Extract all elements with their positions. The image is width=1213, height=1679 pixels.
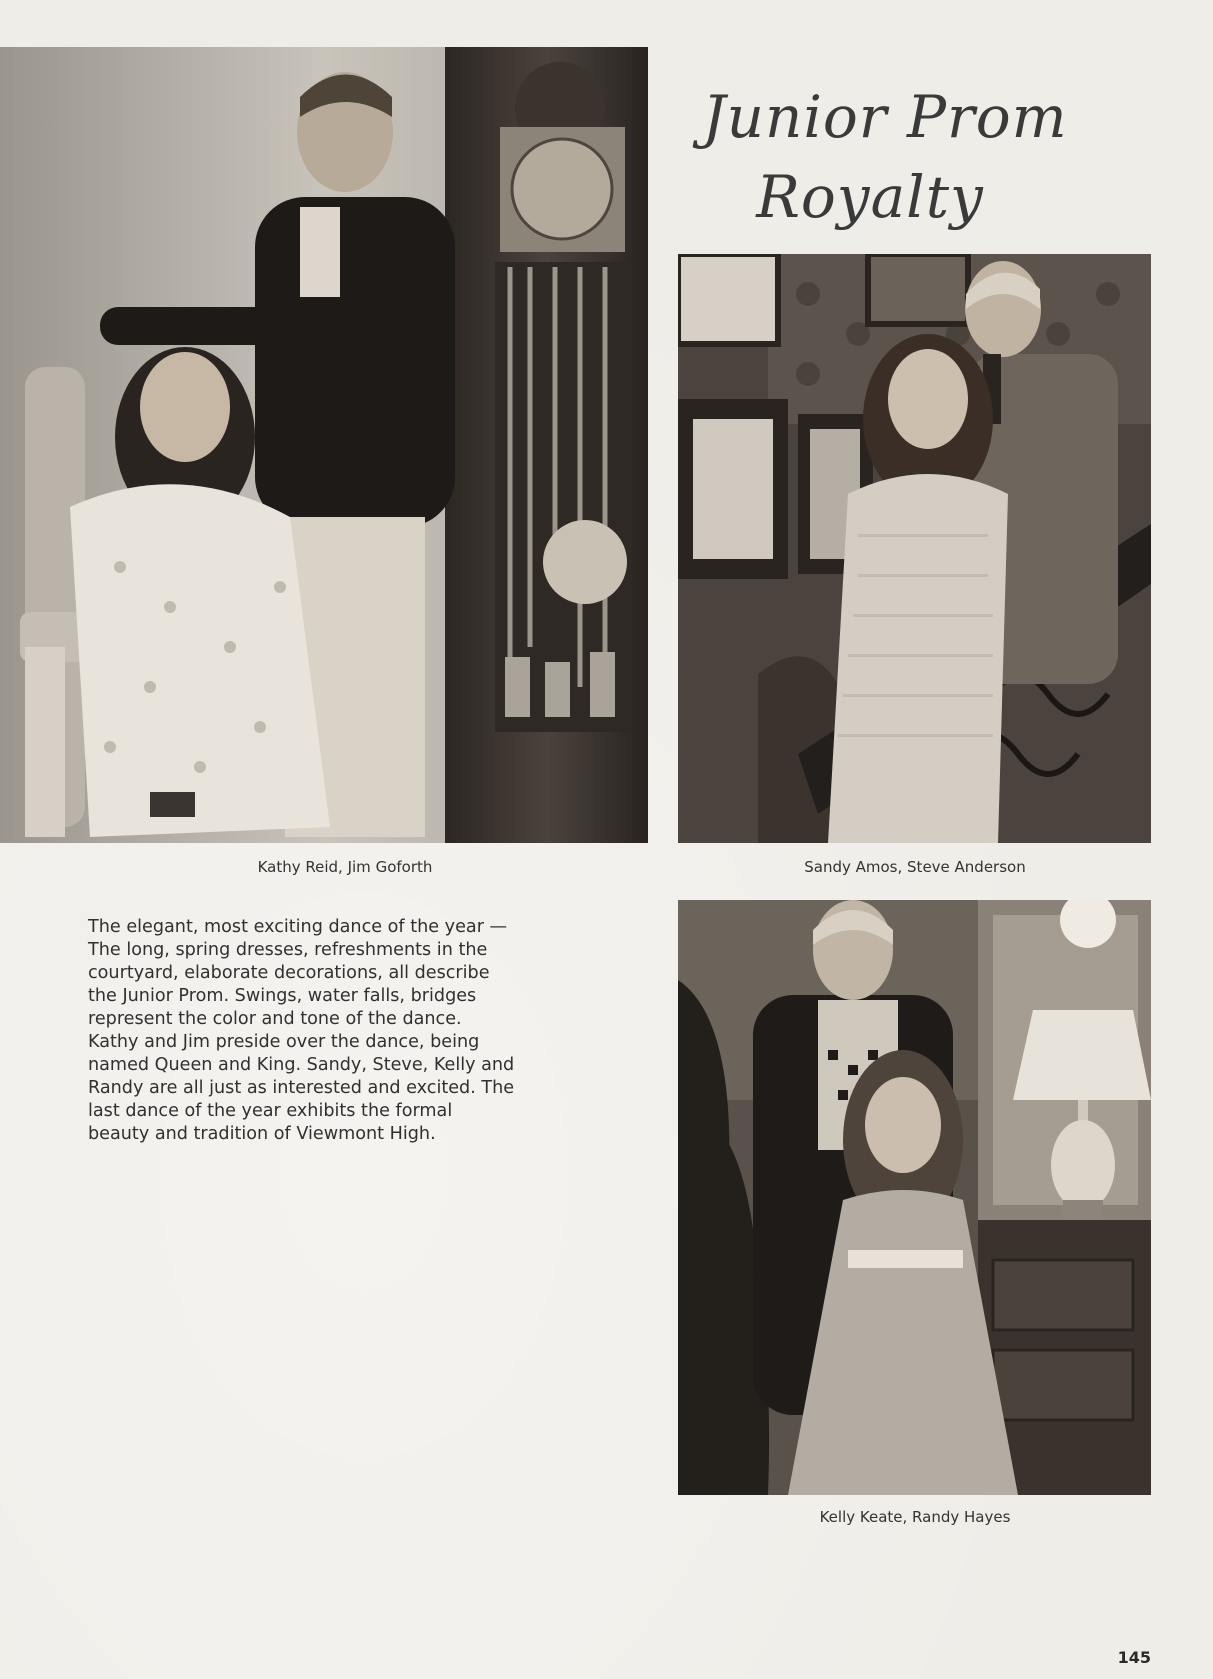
article-body	[88, 916, 608, 1146]
photo-kelly-randy	[678, 900, 1151, 1495]
title-line-1: Junior Prom	[702, 83, 1068, 152]
photo-sandy-steve-image	[678, 254, 1151, 843]
photo-kathy-jim	[0, 47, 648, 843]
body-line: The long, spring dresses, refreshments in the	[88, 940, 488, 960]
page-title	[690, 77, 1090, 237]
body-line: represent the color and tone of the dance.	[88, 1009, 462, 1029]
page-number: 145	[1117, 1648, 1151, 1667]
body-line: Randy are all just as interested and excited. The	[88, 1078, 515, 1098]
body-line: beauty and tradition of Viewmont High.	[88, 1124, 436, 1144]
photo-kelly-randy-image	[678, 900, 1151, 1495]
body-line: Kathy and Jim preside over the dance, being	[88, 1032, 480, 1052]
body-line: last dance of the year exhibits the formal	[88, 1101, 453, 1121]
title-line-2: Royalty	[756, 163, 984, 232]
photo-kathy-jim-image	[0, 47, 648, 843]
caption-kelly-randy: Kelly Keate, Randy Hayes	[819, 1508, 1011, 1526]
body-line: The elegant, most exciting dance of the year —	[88, 917, 508, 937]
body-line: named Queen and King. Sandy, Steve, Kelly and	[88, 1055, 515, 1075]
body-line: courtyard, elaborate decorations, all describe	[88, 963, 490, 983]
caption-kathy-jim: Kathy Reid, Jim Goforth	[257, 858, 433, 876]
body-line: the Junior Prom. Swings, water falls, bridges	[88, 986, 477, 1006]
photo-sandy-steve	[678, 254, 1151, 843]
caption-sandy-steve: Sandy Amos, Steve Anderson	[804, 858, 1026, 876]
